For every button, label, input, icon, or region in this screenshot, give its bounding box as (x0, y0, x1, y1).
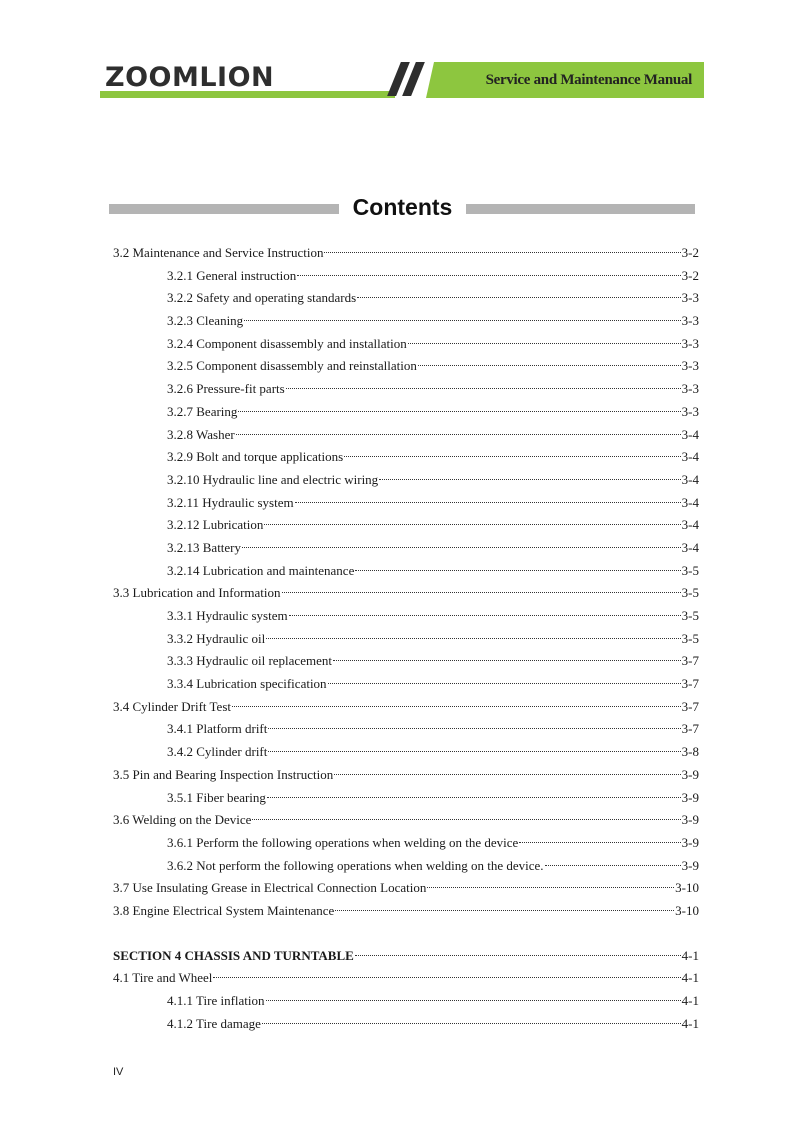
contents-title: Contents (352, 194, 453, 220)
toc-dot-leader (266, 638, 680, 639)
toc-entry-label: 4.1 Tire and Wheel (113, 970, 213, 986)
toc-dot-leader (355, 955, 681, 956)
toc-entry[interactable] (113, 741, 699, 764)
toc-dot-leader (335, 910, 674, 911)
toc-dot-leader (282, 592, 681, 593)
toc-dot-leader (262, 1023, 681, 1024)
toc-entry[interactable] (113, 287, 699, 310)
toc-entry[interactable] (113, 242, 699, 265)
toc-entry-label: 3.4.1 Platform drift (167, 721, 268, 737)
toc-entry[interactable] (113, 401, 699, 424)
toc-dot-leader (408, 343, 681, 344)
toc-entry[interactable] (113, 492, 699, 515)
toc-entry-label: 3.2.9 Bolt and torque applications (167, 449, 344, 465)
toc-dot-leader (238, 411, 680, 412)
toc-entry[interactable] (113, 424, 699, 447)
heading-bar-left (109, 204, 339, 214)
toc-entry-page: 3-7 (681, 653, 699, 669)
toc-dot-leader (334, 774, 680, 775)
toc-dot-leader (252, 819, 680, 820)
toc-entry-label: 3.2.1 General instruction (167, 267, 297, 283)
toc-entry-page: 3-3 (681, 358, 699, 374)
toc-entry-label: 3.8 Engine Electrical System Maintenance (113, 902, 335, 918)
toc-entry-label: 4.1.1 Tire inflation (167, 993, 265, 1008)
toc-entry[interactable] (113, 582, 699, 605)
toc-entry[interactable] (113, 967, 699, 990)
toc-entry[interactable] (113, 310, 699, 333)
toc-dot-leader (344, 456, 680, 457)
toc-dot-leader (213, 977, 680, 978)
toc-dot-leader (242, 547, 681, 548)
toc-dot-leader (545, 865, 681, 866)
toc-entry-page: 3-9 (681, 812, 699, 828)
toc-entry-page: 3-3 (681, 381, 699, 397)
toc-entry-label: 3.3.1 Hydraulic system (167, 608, 288, 623)
toc-entry-label: 3.3.4 Lubrication specification (167, 676, 327, 692)
toc-entry-label: 3.2.12 Lubrication (167, 517, 264, 533)
toc-entry[interactable] (113, 877, 699, 900)
toc-entry-label: 3.2.14 Lubrication and maintenance (167, 562, 355, 578)
table-of-contents (113, 242, 699, 1035)
toc-dot-leader (289, 615, 681, 616)
toc-entry[interactable] (113, 945, 699, 968)
toc-entry-page: 3-9 (681, 834, 699, 850)
toc-entry-page: 3-3 (681, 335, 699, 351)
toc-entry-label: 3.2.5 Component disassembly and reinstallation (167, 358, 417, 374)
toc-entry-page: 3-3 (681, 403, 699, 419)
toc-dot-leader (297, 275, 680, 276)
toc-entry[interactable] (113, 673, 699, 696)
toc-entry-label: 3.7 Use Insulating Grease in Electrical Connection Location (113, 880, 427, 896)
toc-entry[interactable] (113, 514, 699, 537)
toc-entry-label: 3.2.11 Hydraulic system (167, 494, 294, 510)
toc-entry[interactable] (113, 990, 699, 1013)
toc-entry-page: 4-1 (681, 1015, 699, 1031)
toc-dot-leader (519, 842, 680, 843)
toc-entry[interactable] (113, 605, 699, 628)
toc-entry[interactable] (113, 1013, 699, 1036)
toc-entry-page: 3-9 (681, 857, 699, 873)
toc-entry-label: 3.2.3 Cleaning (167, 313, 244, 329)
toc-entry[interactable] (113, 900, 699, 923)
toc-entry-page: 3-4 (681, 449, 699, 465)
toc-dot-leader (236, 434, 681, 435)
toc-entry[interactable] (113, 764, 699, 787)
toc-entry-label: SECTION 4 CHASSIS AND TURNTABLE (113, 947, 354, 963)
toc-entry-page: 3-2 (681, 245, 699, 260)
toc-entry[interactable] (113, 446, 699, 469)
toc-entry[interactable] (113, 809, 699, 832)
toc-entry-label: 3.2.6 Pressure-fit parts (167, 381, 285, 397)
toc-entry-label: 3.4 Cylinder Drift Test (113, 698, 232, 714)
toc-entry-page: 3-4 (681, 517, 699, 533)
toc-entry-label: 3.3.3 Hydraulic oil replacement (167, 653, 332, 669)
toc-entry[interactable] (113, 378, 699, 401)
toc-entry-page: 3-4 (681, 539, 699, 555)
toc-entry-page: 4-1 (681, 947, 699, 963)
toc-entry[interactable] (113, 628, 699, 651)
toc-dot-leader (286, 388, 681, 389)
toc-dot-leader (295, 502, 681, 503)
toc-entry-label: 3.2.13 Battery (167, 539, 242, 555)
toc-entry-label: 4.1.2 Tire damage (167, 1015, 261, 1031)
toc-entry-page: 4-1 (681, 993, 699, 1008)
toc-dot-leader (268, 728, 680, 729)
toc-dot-leader (266, 1000, 681, 1001)
toc-entry-label: 3.5 Pin and Bearing Inspection Instruction (113, 766, 334, 782)
toc-entry-page: 3-8 (681, 744, 699, 760)
toc-entry-page: 3-3 (681, 290, 699, 306)
toc-entry-page: 3-3 (681, 313, 699, 329)
toc-entry-label: 3.2.7 Bearing (167, 403, 238, 419)
toc-entry-label: 3.6.2 Not perform the following operations when welding on the device. (167, 857, 544, 873)
toc-entry-page: 3-5 (681, 585, 699, 601)
toc-entry[interactable] (113, 537, 699, 560)
toc-entry-page: 3-7 (681, 676, 699, 692)
toc-entry-label: 3.3.2 Hydraulic oil (167, 630, 266, 646)
toc-entry[interactable] (113, 832, 699, 855)
toc-entry-label: 3.2.8 Washer (167, 426, 235, 442)
toc-entry-page: 3-7 (681, 721, 699, 737)
toc-entry-page: 3-2 (681, 267, 699, 283)
toc-dot-leader (328, 683, 681, 684)
zoomlion-logo: ZOOMLION (105, 62, 275, 93)
toc-entry-label: 3.3 Lubrication and Information (113, 585, 281, 601)
toc-entry-page: 3-9 (681, 789, 699, 805)
toc-entry-page: 3-9 (681, 766, 699, 782)
toc-entry-label: 3.2.2 Safety and operating standards (167, 290, 357, 306)
page-header (100, 60, 704, 100)
toc-entry-page: 4-1 (681, 970, 699, 986)
toc-entry[interactable] (113, 718, 699, 741)
toc-entry-label: 3.2 Maintenance and Service Instruction (113, 245, 324, 260)
toc-dot-leader (267, 797, 681, 798)
toc-dot-leader (357, 297, 680, 298)
toc-entry-label: 3.6.1 Perform the following operations when welding on the device (167, 834, 519, 850)
toc-entry-page: 3-4 (681, 471, 699, 487)
toc-entry-page: 3-7 (681, 698, 699, 714)
toc-entry-label: 3.6 Welding on the Device (113, 812, 252, 828)
toc-entry-label: 3.2.10 Hydraulic line and electric wiring (167, 471, 379, 487)
toc-entry[interactable] (113, 333, 699, 356)
toc-entry-page: 3-10 (675, 902, 699, 918)
toc-entry-page: 3-4 (681, 494, 699, 510)
toc-dot-leader (418, 365, 681, 366)
toc-entry[interactable] (113, 650, 699, 673)
toc-entry[interactable] (113, 265, 699, 288)
toc-entry-page: 3-5 (681, 608, 699, 623)
toc-entry-page: 3-4 (681, 426, 699, 442)
toc-entry-page: 3-5 (681, 630, 699, 646)
toc-dot-leader (268, 751, 680, 752)
toc-entry[interactable] (113, 355, 699, 378)
toc-entry-page: 3-5 (681, 562, 699, 578)
page-number: IV (113, 1066, 124, 1078)
toc-dot-leader (264, 524, 680, 525)
toc-entry-label: 3.5.1 Fiber bearing (167, 789, 266, 805)
toc-entry[interactable] (113, 560, 699, 583)
toc-entry[interactable] (113, 855, 699, 878)
manual-title: Service and Maintenance Manual (485, 72, 692, 88)
toc-dot-leader (232, 706, 681, 707)
toc-entry[interactable] (113, 787, 699, 810)
toc-dot-leader (333, 660, 681, 661)
toc-entry-page: 3-10 (675, 880, 699, 896)
toc-dot-leader (324, 252, 680, 253)
toc-entry-label: 3.2.4 Component disassembly and installation (167, 335, 407, 351)
toc-dot-leader (355, 570, 680, 571)
toc-entry-label: 3.4.2 Cylinder drift (167, 744, 268, 760)
toc-dot-leader (379, 479, 680, 480)
contents-heading (109, 196, 695, 222)
heading-bar-right (466, 204, 695, 214)
toc-entry[interactable] (113, 696, 699, 719)
toc-entry[interactable] (113, 469, 699, 492)
toc-dot-leader (244, 320, 680, 321)
toc-dot-leader (427, 887, 674, 888)
